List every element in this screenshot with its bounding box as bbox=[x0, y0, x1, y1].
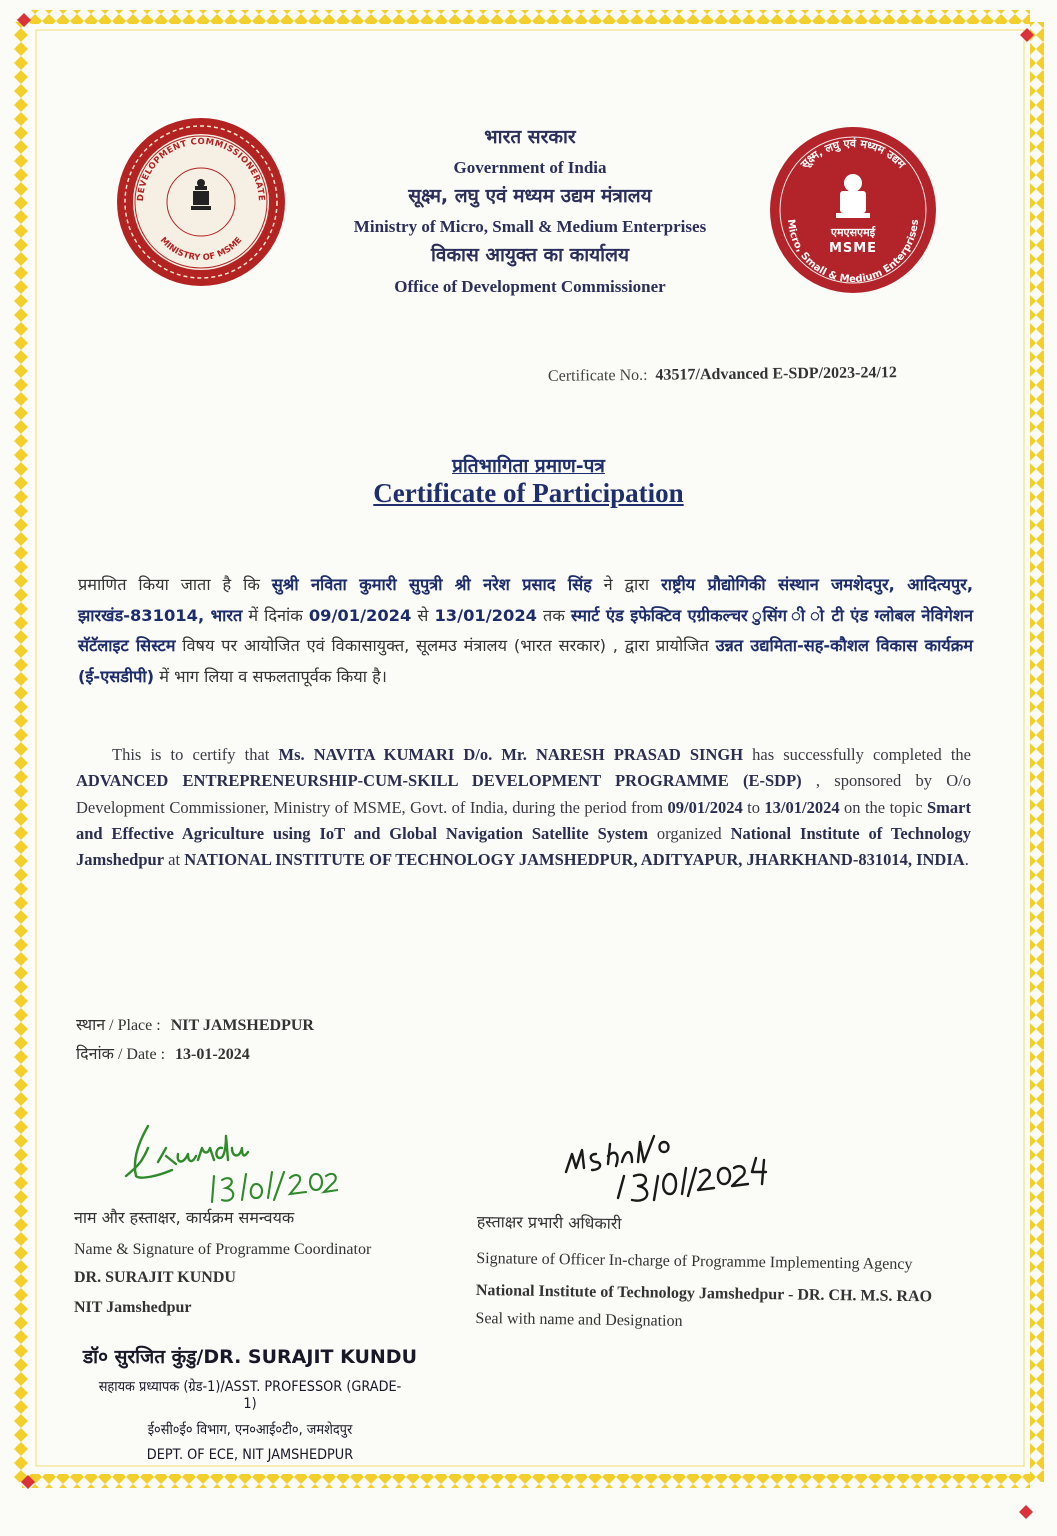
programme-hindi: उन्नत उद्यमिता-सह-कौशल विकास कार्यक्रम (ई-एसडीपी) bbox=[78, 636, 973, 686]
place-value: NIT JAMSHEDPUR bbox=[170, 1017, 314, 1034]
issuing-authority-header bbox=[300, 128, 760, 295]
date-line: दिनांक / Date : 13-01-2024 bbox=[76, 1044, 250, 1063]
officer-signature bbox=[560, 1128, 770, 1208]
officer-name: National Institute of Technology Jamshedpur - DR. CH. M.S. RAO bbox=[475, 1281, 933, 1306]
office-hindi: विकास आयुक्त का कार्यालय bbox=[430, 244, 629, 266]
coordinator-signature bbox=[118, 1118, 338, 1213]
coordinator-label-hindi: नाम और हस्ताक्षर, कार्यक्रम समन्वयक bbox=[74, 1208, 295, 1227]
topic-hindi: स्मार्ट एंड इफेक्टिव एग्रीकल्चर ुसिंग ी ो टी एंड ग्लोबल नेविगेशन सॅटॅलाइट सिस्टम bbox=[78, 605, 973, 656]
hindi-certification-text: प्रमाणित किया जाता है कि सुश्री नविता कुमारी सुपुत्री श्री नरेश प्रसाद सिंह ने द्वारा राष्ट्रीय प्रौद्योगिकी संस्थान जमशेदपुर, आदित्यपुर, झारखंड-831014, भारत में दिनांक 09/01/2024 से 13/01/2024 तक स्मार्ट एंड इफेक्टिव एग्रीकल्चर ुसिंग ी ो टी एंड ग्लोबल नेविगेशन सॅटॅलाइट सिस्टम विषय पर आयोजित एवं विकासायुक्त, सूलमउ मंत्रालय (भारत सरकार) , द्वारा प्रायोजित उन्नत उद्यमिता-सह-कौशल विकास कार्यक्रम (ई-एसडीपी) में भाग लिया व सफलतापूर्वक किया है। bbox=[78, 575, 973, 686]
ministry-english: Ministry of Micro, Small & Medium Enterprises bbox=[353, 217, 707, 236]
svg-text:सूक्ष्म, लघु एवं मध्यम उद्यम: सूक्ष्म, लघु एवं मध्यम उद्यम bbox=[798, 136, 908, 171]
date-value: 13-01-2024 bbox=[175, 1046, 250, 1063]
place-line: स्थान / Place : NIT JAMSHEDPUR bbox=[76, 1015, 314, 1034]
officer-block bbox=[475, 1210, 947, 1335]
office-english: Office of Development Commissioner bbox=[394, 277, 666, 296]
topic: Smart and Effective Agriculture using IoT and Global Navigation Satellite System bbox=[76, 797, 971, 843]
participant-name: Ms. NAVITA KUMARI D/o. Mr. NARESH PRASAD SINGH bbox=[278, 745, 744, 764]
coordinator-org: NIT Jamshedpur bbox=[74, 1299, 192, 1316]
svg-text:MINISTRY OF MSME: MINISTRY OF MSME bbox=[157, 235, 245, 264]
ministry-hindi: सूक्ष्म, लघु एवं मध्यम उद्यम मंत्रालय bbox=[408, 185, 652, 207]
english-certification-text: This is to certify that Ms. NAVITA KUMARI D/o. Mr. NARESH PRASAD SINGH has successfully completed the ADVANCED ENTREPRENEURSHIP-CUM-SKILL DEVELOPMENT PROGRAMME (E-SDP) , sponsored by O/o Development Commissioner, Ministry of MSME, Govt. of India, during the period from 09/01/2024 to 13/01/2024 on the topic Smart and Effective Agriculture using IoT and Global Navigation Satellite System organized National Institute of Technology Jamshedpur at NATIONAL INSTITUTE OF TECHNOLOGY JAMSHEDPUR, ADITYAPUR, JHARKHAND-831014, INDIA. bbox=[76, 745, 971, 870]
government-english: Government of India bbox=[453, 158, 607, 177]
government-hindi: भारत सरकार bbox=[484, 126, 576, 148]
title-hindi: प्रतिभागिता प्रमाण-पत्र bbox=[452, 455, 605, 477]
organizer: National Institute of Technology Jamshedpur bbox=[76, 823, 971, 870]
svg-text:MSME: MSME bbox=[828, 241, 878, 256]
participant-name-hindi: सुश्री नविता कुमारी सुपुत्री श्री नरेश प्रसाद सिंह bbox=[271, 575, 592, 594]
coordinator-label-english: Name & Signature of Programme Coordinator bbox=[74, 1241, 372, 1258]
development-commissionerate-seal bbox=[115, 116, 287, 288]
coordinator-block bbox=[74, 1210, 474, 1316]
institute-hindi: राष्ट्रीय प्रौद्योगिकी संस्थान जमशेदपुर, आदित्यपुर, झारखंड-831014, भारत bbox=[78, 575, 973, 625]
certificate-number-value: 43517/Advanced E-SDP/2023-24/12 bbox=[655, 364, 897, 384]
coordinator-name: DR. SURAJIT KUNDU bbox=[74, 1269, 236, 1286]
officer-label-hindi: हस्ताक्षर प्रभारी अधिकारी bbox=[476, 1211, 622, 1234]
certificate-number-label: Certificate No.: bbox=[547, 366, 648, 385]
seal-note: Seal with name and Designation bbox=[475, 1309, 683, 1330]
msme-seal bbox=[768, 125, 938, 295]
coordinator-stamp: डॉ० सुरजित कुंडु/DR. SURAJIT KUNDU सहायक प्रध्यापक (ग्रेड-1)/ASST. PROFESSOR (GRADE-1) ई०सी०ई० विभाग, एन०आई०टी०, जमशेदपुर DEPT. OF ECE, NIT JAMSHEDPUR bbox=[82, 1346, 418, 1463]
svg-text:Micro, Small & Medium Enterpri: Micro, Small & Medium Enterprises bbox=[784, 218, 922, 286]
venue: NATIONAL INSTITUTE OF TECHNOLOGY JAMSHEDPUR, ADITYAPUR, JHARKHAND-831014, INDIA bbox=[184, 850, 965, 870]
certificate-number bbox=[548, 364, 897, 386]
title-english: Certificate of Participation bbox=[373, 478, 684, 508]
programme-name: ADVANCED ENTREPRENEURSHIP-CUM-SKILL DEVELOPMENT PROGRAMME (E-SDP) bbox=[76, 771, 802, 791]
svg-text:एमएसएमई: एमएसएमई bbox=[830, 226, 876, 239]
officer-label-english: Signature of Officer In-charge of Programme Implementing Agency bbox=[476, 1249, 913, 1274]
svg-text:DEVELOPMENT COMMISSIONERATE: DEVELOPMENT COMMISSIONERATE bbox=[135, 136, 267, 202]
